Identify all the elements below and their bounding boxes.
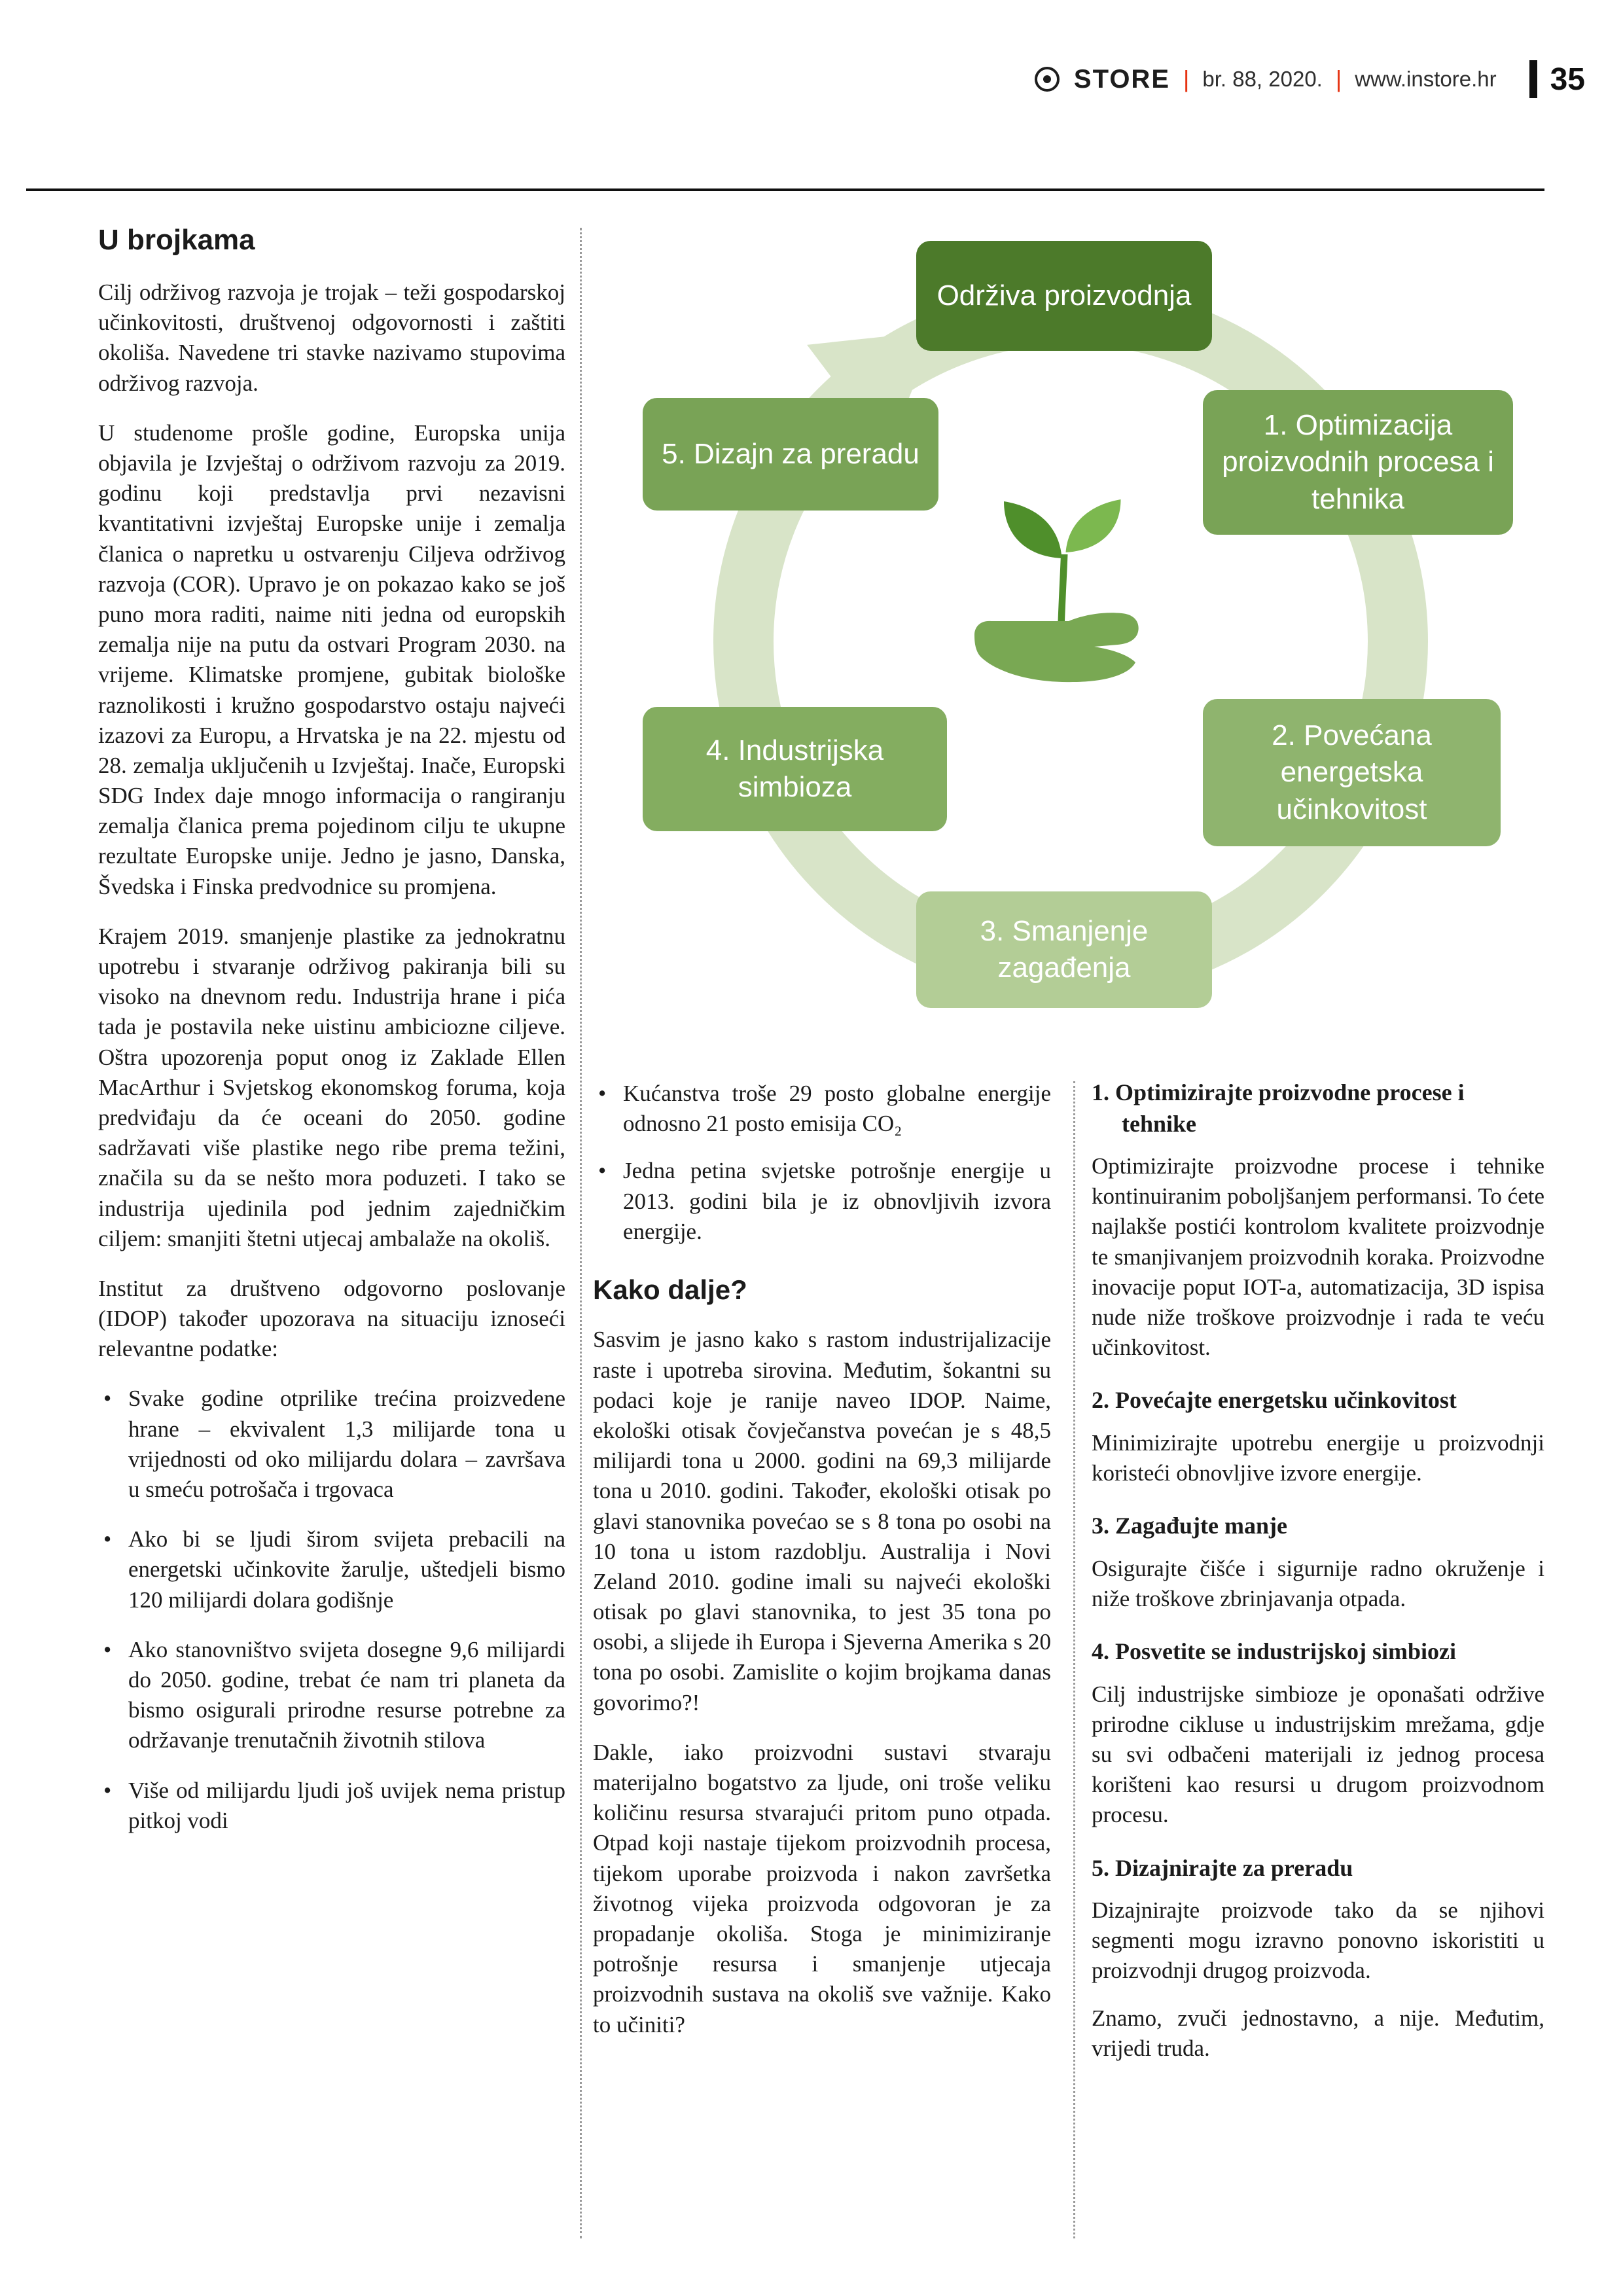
energy-fact-list [593, 1079, 1051, 1247]
paragraph: Sasvim je jasno kako s rastom industrijalizacije raste i upotreba sirovina. Međutim, šokantni su podaci koje je ranije naveo IDOP. Naime, ekološki otisak čovječanstva povećan je s 48,5 milijardi tona u 2000. godini na 69,3 milijarde tona u 2010. godini. Također, ekološki otisak po glavi stanovnika povećao se s 8 tona po osobi na 10 tona u istom razdoblju. Australija i Novi Zeland 2010. godine imali su najveći ekološki otisak po glavi stanovnika, to jest 35 tona po osobi, a slijede ih Europa i Sjeverna Amerika s 20 tona po osobi. Zamislite o kojim brojkama danas govorimo?! [593, 1327, 1051, 1715]
list-item [593, 1079, 1051, 1139]
diagram-node-label: 1. Optimizacija proizvodnih procesa i tehnika [1222, 409, 1494, 515]
store-logo-icon [1033, 65, 1061, 93]
column-divider-right [1073, 1081, 1075, 2238]
left-column [98, 221, 565, 1856]
issue-number: br. 88, 2020. [1202, 67, 1323, 91]
paragraph: U studenome prošle godine, Europska unija objavila je Izvještaj o održivom razvoju za 2019. godinu koji predstavlja prvi nezavisni kvantitativni izvještaj Europske unije i zemalja članica o napretku u ostvarenju Ciljeva održivog razvoja (COR). Upravo je on pokazao kako se još puno mora raditi, naime niti jedna od europskih zemalja nije na putu da ostvari Program 2030. na vrijeme. Klimatske promjene, gubitak biološke raznolikosti i kružno gospodarstvo ostaju najveći izazovi za Europu, a Hrvatska je na 22. mjestu od 28. zemalja uključenih u Izvještaj. Inače, Europski SDG Index daje mnogo informacija o rangiranju zemalja članica prema pojedinom cilju te ukupne rezultate Europske unije. Jedno je jasno, Danska, Švedska i Finska predvodnice su promjena. [98, 420, 565, 899]
list-item [98, 1776, 565, 1836]
hand-plant-icon [959, 445, 1175, 707]
numbered-section [1092, 1636, 1544, 1830]
column-divider-left [580, 228, 582, 2238]
list-item-text: Jedna petina svjetske potrošnje energije u 2013. godini bila je iz obnovljivih izvora energije. [623, 1158, 1051, 1244]
list-item-text: Ako stanovništvo svijeta dosegne 9,6 milijardi do 2050. godine, trebat će nam tri planeta da bismo osigurali prirodne resurse potrebne za održavanje trenutačnih životnih stilova [128, 1636, 565, 1753]
numbered-section [1092, 1077, 1544, 1363]
numbered-section-heading: 4. Posvetite se industrijskoj simbiozi [1092, 1638, 1456, 1665]
diagram-node-label: 3. Smanjenje zagađenja [980, 914, 1149, 984]
numbered-section [1092, 1385, 1544, 1488]
list-item [98, 1384, 565, 1505]
diagram-node-label: Održiva proizvodnja [936, 279, 1192, 312]
header-separator: | [1335, 65, 1342, 92]
paragraph: Cilj održivog razvoja je trojak – teži gospodarskoj učinkovitosti, društvenoj odgovornosti i zaštiti okoliša. Navedene tri stavke nazivamo stupovima održivog razvoja. [98, 279, 565, 396]
paragraph: Minimizirajte upotrebu energije u proizvodnji koristeći obnovljive izvore energije. [1092, 1429, 1544, 1486]
numbered-section-heading: 2. Povećajte energetsku učinkovitost [1092, 1387, 1457, 1414]
numbered-section [1092, 1511, 1544, 1614]
page-number: 35 [1550, 62, 1585, 97]
fact-list [98, 1384, 565, 1835]
diagram-node-label: 5. Dizajn za preradu [662, 437, 919, 470]
header-separator: | [1183, 65, 1190, 92]
diagram-node-dizajn-za-preradu [643, 398, 938, 511]
paragraph: Optimizirajte proizvodne procese i tehnike kontinuiranim poboljšanjem performansi. To ćete najlakše postići kontrolom kvalitete proizvodnje te smanjivanjem proizvodnih koraka. Proizvodne inovacije poput IOT-a, automatizacija, 3D ispisa nude niže troškove proizvodnje i rada te veću učinkovitost. [1092, 1153, 1544, 1361]
closing-paragraph: Znamo, zvuči jednostavno, a nije. Međutim, vrijedi truda. [1092, 2005, 1544, 2061]
page-header [1033, 60, 1585, 98]
paragraph: Dakle, iako proizvodni sustavi stvaraju materijalno bogatstvo za ljude, oni troše veliku količinu resursa stvarajući pritom puno otpada. Otpad koji nastaje tijekom proizvodnih procesa, tijekom uporabe proizvoda i nakon završetka životnog vijeka proizvoda odgovoran je za propadanje okoliša. Stoga je minimiziranje potrošnje resursa i smanjenje utjecaja proizvodnih sustava na okoliš sve važnije. Kako to učiniti? [593, 1739, 1051, 2037]
section-heading-u-brojkama: U brojkama [98, 224, 255, 256]
list-item [98, 1524, 565, 1615]
paragraph: Cilj industrijske simbioze je oponašati održive prirodne cikluse u industrijskim mrežama, gdje su svi odbačeni materijali iz jednog procesa korišteni kao resursi u drugom proizvodnom procesu. [1092, 1681, 1544, 1828]
diagram-node-optimizacija [1203, 390, 1513, 535]
diagram-node-odrziva-proizvodnja [916, 241, 1212, 351]
numbered-section-heading: 3. Zagađujte manje [1092, 1513, 1287, 1539]
list-item [98, 1635, 565, 1756]
list-item-text: Kućanstva troše 29 posto globalne energije odnosno 21 posto emisija CO₂ [623, 1081, 1051, 1137]
diagram-node-industrijska-simbioza [643, 707, 947, 831]
section-heading-kako-dalje: Kako dalje? [593, 1274, 747, 1305]
paragraph: Dizajnirajte proizvode tako da se njihovi segmenti mogu izravno ponovno iskoristiti u proizvodnji drugog proizvoda. [1092, 1897, 1544, 1984]
list-item-text: Svake godine otprilike trećina proizvedene hrane – ekvivalent 1,3 milijarde tona u vrijednosti od oko milijardu dolara – završava u smeću potrošača i trgovaca [128, 1386, 565, 1503]
header-rule [26, 188, 1544, 191]
diagram-node-energetska-ucinkovitost [1203, 699, 1501, 846]
right-column [1092, 1075, 1544, 2081]
website-link[interactable]: www.instore.hr [1355, 67, 1497, 91]
list-item-text: Više od milijardu ljudi još uvijek nema pristup pitkoj vodi [128, 1777, 565, 1833]
numbered-section [1092, 1853, 1544, 1986]
diagram-node-label: 2. Povećana energetska učinkovitost [1272, 719, 1432, 825]
list-item-text: Ako bi se ljudi širom svijeta prebacili na energetski učinkovite žarulje, uštedjeli bismo 120 milijardi dolara godišnje [128, 1526, 565, 1613]
paragraph: Osigurajte čišće i sigurnije radno okruženje i niže troškove zbrinjavanja otpada. [1092, 1555, 1544, 1611]
diagram-node-smanjenje-zagadenja [916, 891, 1212, 1008]
diagram-node-label: 4. Industrijska simbioza [705, 734, 884, 803]
numbered-section-heading: 5. Dizajnirajte za preradu [1092, 1854, 1353, 1881]
list-item [593, 1156, 1051, 1247]
sustainable-production-cycle-diagram [602, 216, 1544, 1075]
middle-column [593, 1079, 1051, 2060]
numbered-section-heading: 1. Optimizirajte proizvodne procese i tehnike [1092, 1079, 1465, 1137]
paragraph: Krajem 2019. smanjenje plastike za jednokratnu upotrebu i stvaranje održivog pakiranja bili su visoko na dnevnom redu. Industrija hrane i pića tada je postavila neke uistinu ambiciozne ciljeve. Oštra upozorenja poput onog iz Zaklade Ellen MacArthur i Svjetskog ekonomskog foruma, koja predviđaju da će oceani do 2050. godine sadržavati više plastike nego ribe prema težini, značila su da se nešto mora poduzeti. I tako se industrija ujedinila pod jednim zajedničkim ciljem: smanjiti štetni utjecaj ambalaže na okoliš. [98, 923, 565, 1251]
paragraph: Institut za društveno odgovorno poslovanje (IDOP) također upozorava na situaciju iznoseći relevantne podatke: [98, 1275, 565, 1362]
brand-name: STORE [1073, 64, 1170, 94]
page-number-bar [1529, 60, 1537, 98]
